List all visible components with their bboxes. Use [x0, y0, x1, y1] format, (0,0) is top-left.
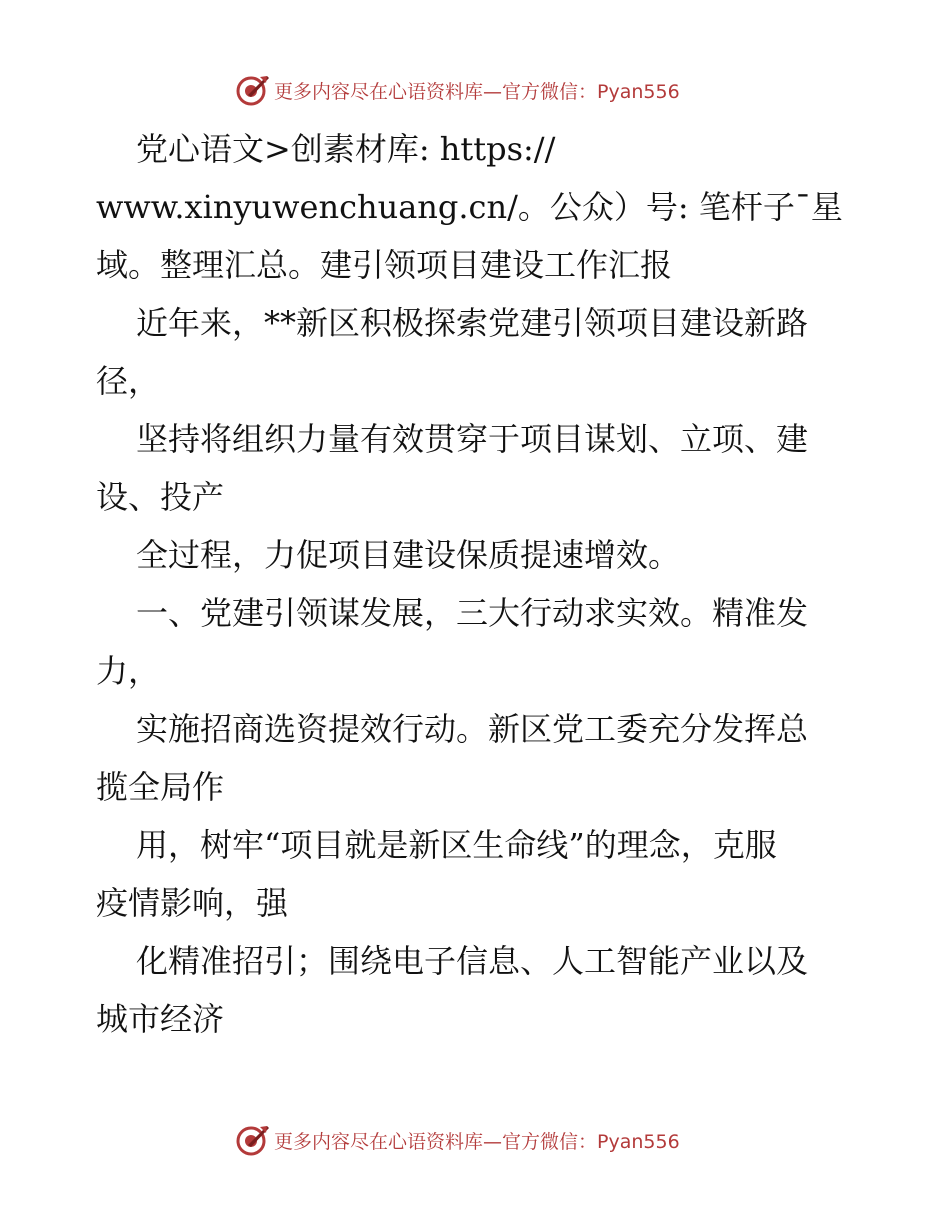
- quill-logo-icon: [236, 1123, 270, 1157]
- watermark-wechat: 官方微信：Pyan556: [502, 80, 680, 103]
- doc-line: 坚持将组织力量有效贯穿于项目谋划、立项、建: [136, 420, 809, 458]
- doc-line: 化精准招引；围绕电子信息、人工智能产业以及: [136, 942, 809, 980]
- watermark-wechat: 官方微信：Pyan556: [502, 1130, 680, 1153]
- doc-line: 用，树牢“项目就是新区生命线”的理念，克服: [136, 826, 777, 864]
- watermark-text: [274, 77, 680, 104]
- doc-line: 近年来，**新区积极探索党建引领项目建设新路: [136, 304, 809, 342]
- doc-line: 党心语文>创素材库: https://: [136, 130, 556, 168]
- watermark-dash: —: [483, 80, 503, 103]
- footer-watermark: [236, 1123, 716, 1157]
- watermark-main: 更多内容尽在心语资料库: [274, 80, 484, 103]
- doc-line: 城市经济: [96, 1000, 225, 1038]
- watermark-dash: —: [483, 1130, 503, 1153]
- doc-line: 疫情影响，强: [96, 884, 289, 922]
- watermark-text: [274, 1127, 680, 1154]
- doc-line: 径，: [96, 362, 161, 400]
- doc-line: www.xinyuwenchuang.cn/。公众）号: 笔杆子¯星: [96, 188, 843, 226]
- doc-line: 设、投产: [96, 478, 225, 516]
- document-body: [96, 120, 856, 1048]
- doc-line: 域。整理汇总。建引领项目建设工作汇报: [96, 246, 673, 284]
- doc-line: 实施招商选资提效行动。新区党工委充分发挥总: [136, 710, 809, 748]
- doc-line: 力，: [96, 652, 161, 690]
- header-watermark: [236, 73, 716, 107]
- quill-logo-icon: [236, 73, 270, 107]
- doc-line: 全过程，力促项目建设保质提速增效。: [136, 536, 681, 574]
- doc-line: 一、党建引领谋发展，三大行动求实效。精准发: [136, 594, 809, 632]
- doc-line: 揽全局作: [96, 768, 225, 806]
- watermark-main: 更多内容尽在心语资料库: [274, 1130, 484, 1153]
